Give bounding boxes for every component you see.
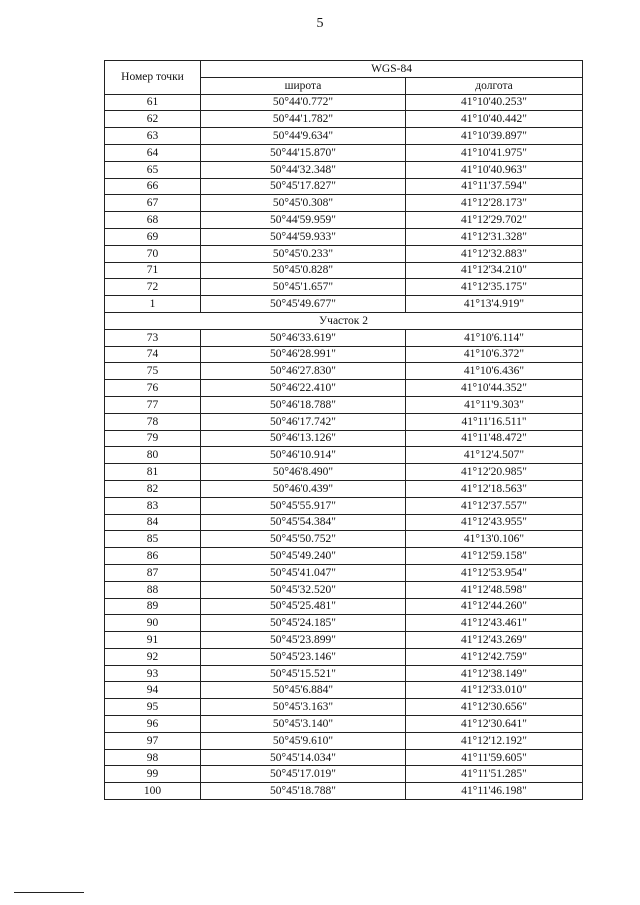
longitude-cell: 41°10'40.442": [406, 111, 583, 128]
longitude-cell: 41°10'40.253": [406, 94, 583, 111]
point-number-cell: 89: [105, 598, 201, 615]
longitude-cell: 41°12'43.955": [406, 514, 583, 531]
table-row: [105, 716, 583, 733]
point-number-cell: 76: [105, 380, 201, 397]
point-number-cell: 63: [105, 128, 201, 145]
longitude-cell: 41°12'31.328": [406, 228, 583, 245]
table-row: [105, 581, 583, 598]
point-number-cell: 93: [105, 665, 201, 682]
longitude-cell: 41°12'18.563": [406, 480, 583, 497]
point-number-cell: 61: [105, 94, 201, 111]
point-number-cell: 94: [105, 682, 201, 699]
latitude-cell: 50°45'15.521": [201, 665, 406, 682]
table-row: [105, 682, 583, 699]
table-row: [105, 413, 583, 430]
point-number-cell: 68: [105, 212, 201, 229]
point-number-cell: 79: [105, 430, 201, 447]
longitude-cell: 41°12'20.985": [406, 464, 583, 481]
point-number-cell: 75: [105, 363, 201, 380]
table-row: [105, 749, 583, 766]
page-number: 5: [316, 16, 324, 31]
latitude-cell: 50°44'59.959": [201, 212, 406, 229]
longitude-cell: 41°12'44.260": [406, 598, 583, 615]
point-number-cell: 77: [105, 396, 201, 413]
point-number-cell: 69: [105, 228, 201, 245]
longitude-cell: 41°12'29.702": [406, 212, 583, 229]
latitude-cell: 50°45'0.308": [201, 195, 406, 212]
longitude-cell: 41°12'43.461": [406, 615, 583, 632]
point-number-header: Номер точки: [105, 61, 201, 95]
table-row: [105, 732, 583, 749]
table-row: [105, 598, 583, 615]
table-row: [105, 632, 583, 649]
longitude-cell: 41°12'28.173": [406, 195, 583, 212]
table-row: [105, 447, 583, 464]
point-number-cell: 95: [105, 699, 201, 716]
point-number-cell: 64: [105, 144, 201, 161]
table-row: [105, 430, 583, 447]
table-row: [105, 111, 583, 128]
longitude-cell: 41°12'53.954": [406, 564, 583, 581]
table-row: [105, 464, 583, 481]
table-row: [105, 228, 583, 245]
point-number-cell: 88: [105, 581, 201, 598]
latitude-cell: 50°46'0.439": [201, 480, 406, 497]
table-row: [105, 212, 583, 229]
latitude-cell: 50°45'54.384": [201, 514, 406, 531]
longitude-cell: 41°12'33.010": [406, 682, 583, 699]
longitude-cell: 41°11'48.472": [406, 430, 583, 447]
coordinate-system-header: WGS-84: [201, 61, 583, 78]
table-row: [105, 94, 583, 111]
latitude-cell: 50°45'18.788": [201, 783, 406, 800]
longitude-cell: 41°11'59.605": [406, 749, 583, 766]
latitude-cell: 50°44'59.933": [201, 228, 406, 245]
longitude-cell: 41°12'34.210": [406, 262, 583, 279]
latitude-cell: 50°45'23.899": [201, 632, 406, 649]
point-number-cell: 87: [105, 564, 201, 581]
latitude-cell: 50°45'9.610": [201, 732, 406, 749]
latitude-cell: 50°44'15.870": [201, 144, 406, 161]
latitude-cell: 50°45'0.233": [201, 245, 406, 262]
longitude-cell: 41°12'48.598": [406, 581, 583, 598]
latitude-cell: 50°45'3.163": [201, 699, 406, 716]
latitude-cell: 50°44'9.634": [201, 128, 406, 145]
coordinates-table: [104, 60, 583, 800]
latitude-cell: 50°45'14.034": [201, 749, 406, 766]
latitude-cell: 50°44'0.772": [201, 94, 406, 111]
latitude-cell: 50°46'13.126": [201, 430, 406, 447]
table-row: [105, 161, 583, 178]
latitude-cell: 50°45'17.019": [201, 766, 406, 783]
point-number-cell: 97: [105, 732, 201, 749]
table-row: [105, 665, 583, 682]
point-number-cell: 65: [105, 161, 201, 178]
point-number-cell: 78: [105, 413, 201, 430]
point-number-cell: 1: [105, 296, 201, 313]
table-row: [105, 648, 583, 665]
longitude-cell: 41°10'40.963": [406, 161, 583, 178]
latitude-cell: 50°45'49.677": [201, 296, 406, 313]
footnote-separator-line: [14, 892, 84, 893]
longitude-cell: 41°13'0.106": [406, 531, 583, 548]
latitude-cell: 50°46'17.742": [201, 413, 406, 430]
table-row: [105, 346, 583, 363]
point-number-cell: 90: [105, 615, 201, 632]
point-number-cell: 85: [105, 531, 201, 548]
longitude-cell: 41°12'37.557": [406, 497, 583, 514]
longitude-cell: 41°12'35.175": [406, 279, 583, 296]
point-number-cell: 81: [105, 464, 201, 481]
table-row: [105, 144, 583, 161]
point-number-cell: 70: [105, 245, 201, 262]
table-row: [105, 480, 583, 497]
longitude-cell: 41°13'4.919": [406, 296, 583, 313]
section-2-label: Участок 2: [105, 312, 583, 329]
longitude-cell: 41°12'12.192": [406, 732, 583, 749]
point-number-cell: 98: [105, 749, 201, 766]
longitude-cell: 41°10'44.352": [406, 380, 583, 397]
table-row: [105, 262, 583, 279]
latitude-cell: 50°46'33.619": [201, 329, 406, 346]
table-row: [105, 564, 583, 581]
latitude-cell: 50°45'49.240": [201, 548, 406, 565]
longitude-cell: 41°12'43.269": [406, 632, 583, 649]
longitude-cell: 41°11'51.285": [406, 766, 583, 783]
table-row: [105, 548, 583, 565]
table-header: [105, 61, 583, 95]
rows-section-1: [105, 94, 583, 312]
table-row: [105, 615, 583, 632]
point-number-cell: 82: [105, 480, 201, 497]
point-number-cell: 73: [105, 329, 201, 346]
latitude-cell: 50°46'22.410": [201, 380, 406, 397]
longitude-cell: 41°12'32.883": [406, 245, 583, 262]
table-row: [105, 296, 583, 313]
latitude-cell: 50°46'28.991": [201, 346, 406, 363]
point-number-cell: 96: [105, 716, 201, 733]
table-row: [105, 497, 583, 514]
point-number-cell: 67: [105, 195, 201, 212]
longitude-cell: 41°11'16.511": [406, 413, 583, 430]
point-number-cell: 92: [105, 648, 201, 665]
latitude-cell: 50°45'32.520": [201, 581, 406, 598]
point-number-cell: 62: [105, 111, 201, 128]
latitude-cell: 50°45'23.146": [201, 648, 406, 665]
longitude-header: долгота: [406, 77, 583, 94]
latitude-cell: 50°46'10.914": [201, 447, 406, 464]
latitude-cell: 50°44'32.348": [201, 161, 406, 178]
point-number-cell: 71: [105, 262, 201, 279]
table-row: [105, 363, 583, 380]
rows-section-2: [105, 329, 583, 799]
point-number-cell: 83: [105, 497, 201, 514]
latitude-cell: 50°46'18.788": [201, 396, 406, 413]
table-row: [105, 128, 583, 145]
table-row: [105, 514, 583, 531]
longitude-cell: 41°11'9.303": [406, 396, 583, 413]
longitude-cell: 41°10'39.897": [406, 128, 583, 145]
table-row: [105, 766, 583, 783]
table-row: [105, 195, 583, 212]
longitude-cell: 41°12'38.149": [406, 665, 583, 682]
longitude-cell: 41°12'30.656": [406, 699, 583, 716]
latitude-cell: 50°46'27.830": [201, 363, 406, 380]
section-divider: [105, 312, 583, 329]
longitude-cell: 41°10'6.372": [406, 346, 583, 363]
point-number-cell: 80: [105, 447, 201, 464]
table-row: [105, 531, 583, 548]
table-row: [105, 245, 583, 262]
longitude-cell: 41°11'46.198": [406, 783, 583, 800]
latitude-cell: 50°45'25.481": [201, 598, 406, 615]
table-row: [105, 279, 583, 296]
longitude-cell: 41°12'42.759": [406, 648, 583, 665]
table-row: [105, 178, 583, 195]
latitude-cell: 50°45'17.827": [201, 178, 406, 195]
latitude-cell: 50°46'8.490": [201, 464, 406, 481]
table-row: [105, 396, 583, 413]
point-number-cell: 100: [105, 783, 201, 800]
latitude-cell: 50°45'24.185": [201, 615, 406, 632]
table-row: [105, 329, 583, 346]
longitude-cell: 41°10'41.975": [406, 144, 583, 161]
latitude-cell: 50°44'1.782": [201, 111, 406, 128]
longitude-cell: 41°10'6.114": [406, 329, 583, 346]
table-row: [105, 783, 583, 800]
latitude-cell: 50°45'3.140": [201, 716, 406, 733]
point-number-cell: 86: [105, 548, 201, 565]
point-number-cell: 91: [105, 632, 201, 649]
point-number-cell: 66: [105, 178, 201, 195]
longitude-cell: 41°12'30.641": [406, 716, 583, 733]
table-row: [105, 699, 583, 716]
latitude-cell: 50°45'1.657": [201, 279, 406, 296]
point-number-cell: 72: [105, 279, 201, 296]
latitude-cell: 50°45'6.884": [201, 682, 406, 699]
longitude-cell: 41°12'4.507": [406, 447, 583, 464]
point-number-cell: 74: [105, 346, 201, 363]
latitude-cell: 50°45'50.752": [201, 531, 406, 548]
longitude-cell: 41°10'6.436": [406, 363, 583, 380]
point-number-cell: 99: [105, 766, 201, 783]
latitude-header: широта: [201, 77, 406, 94]
table-row: [105, 380, 583, 397]
longitude-cell: 41°12'59.158": [406, 548, 583, 565]
point-number-cell: 84: [105, 514, 201, 531]
latitude-cell: 50°45'0.828": [201, 262, 406, 279]
latitude-cell: 50°45'41.047": [201, 564, 406, 581]
longitude-cell: 41°11'37.594": [406, 178, 583, 195]
latitude-cell: 50°45'55.917": [201, 497, 406, 514]
